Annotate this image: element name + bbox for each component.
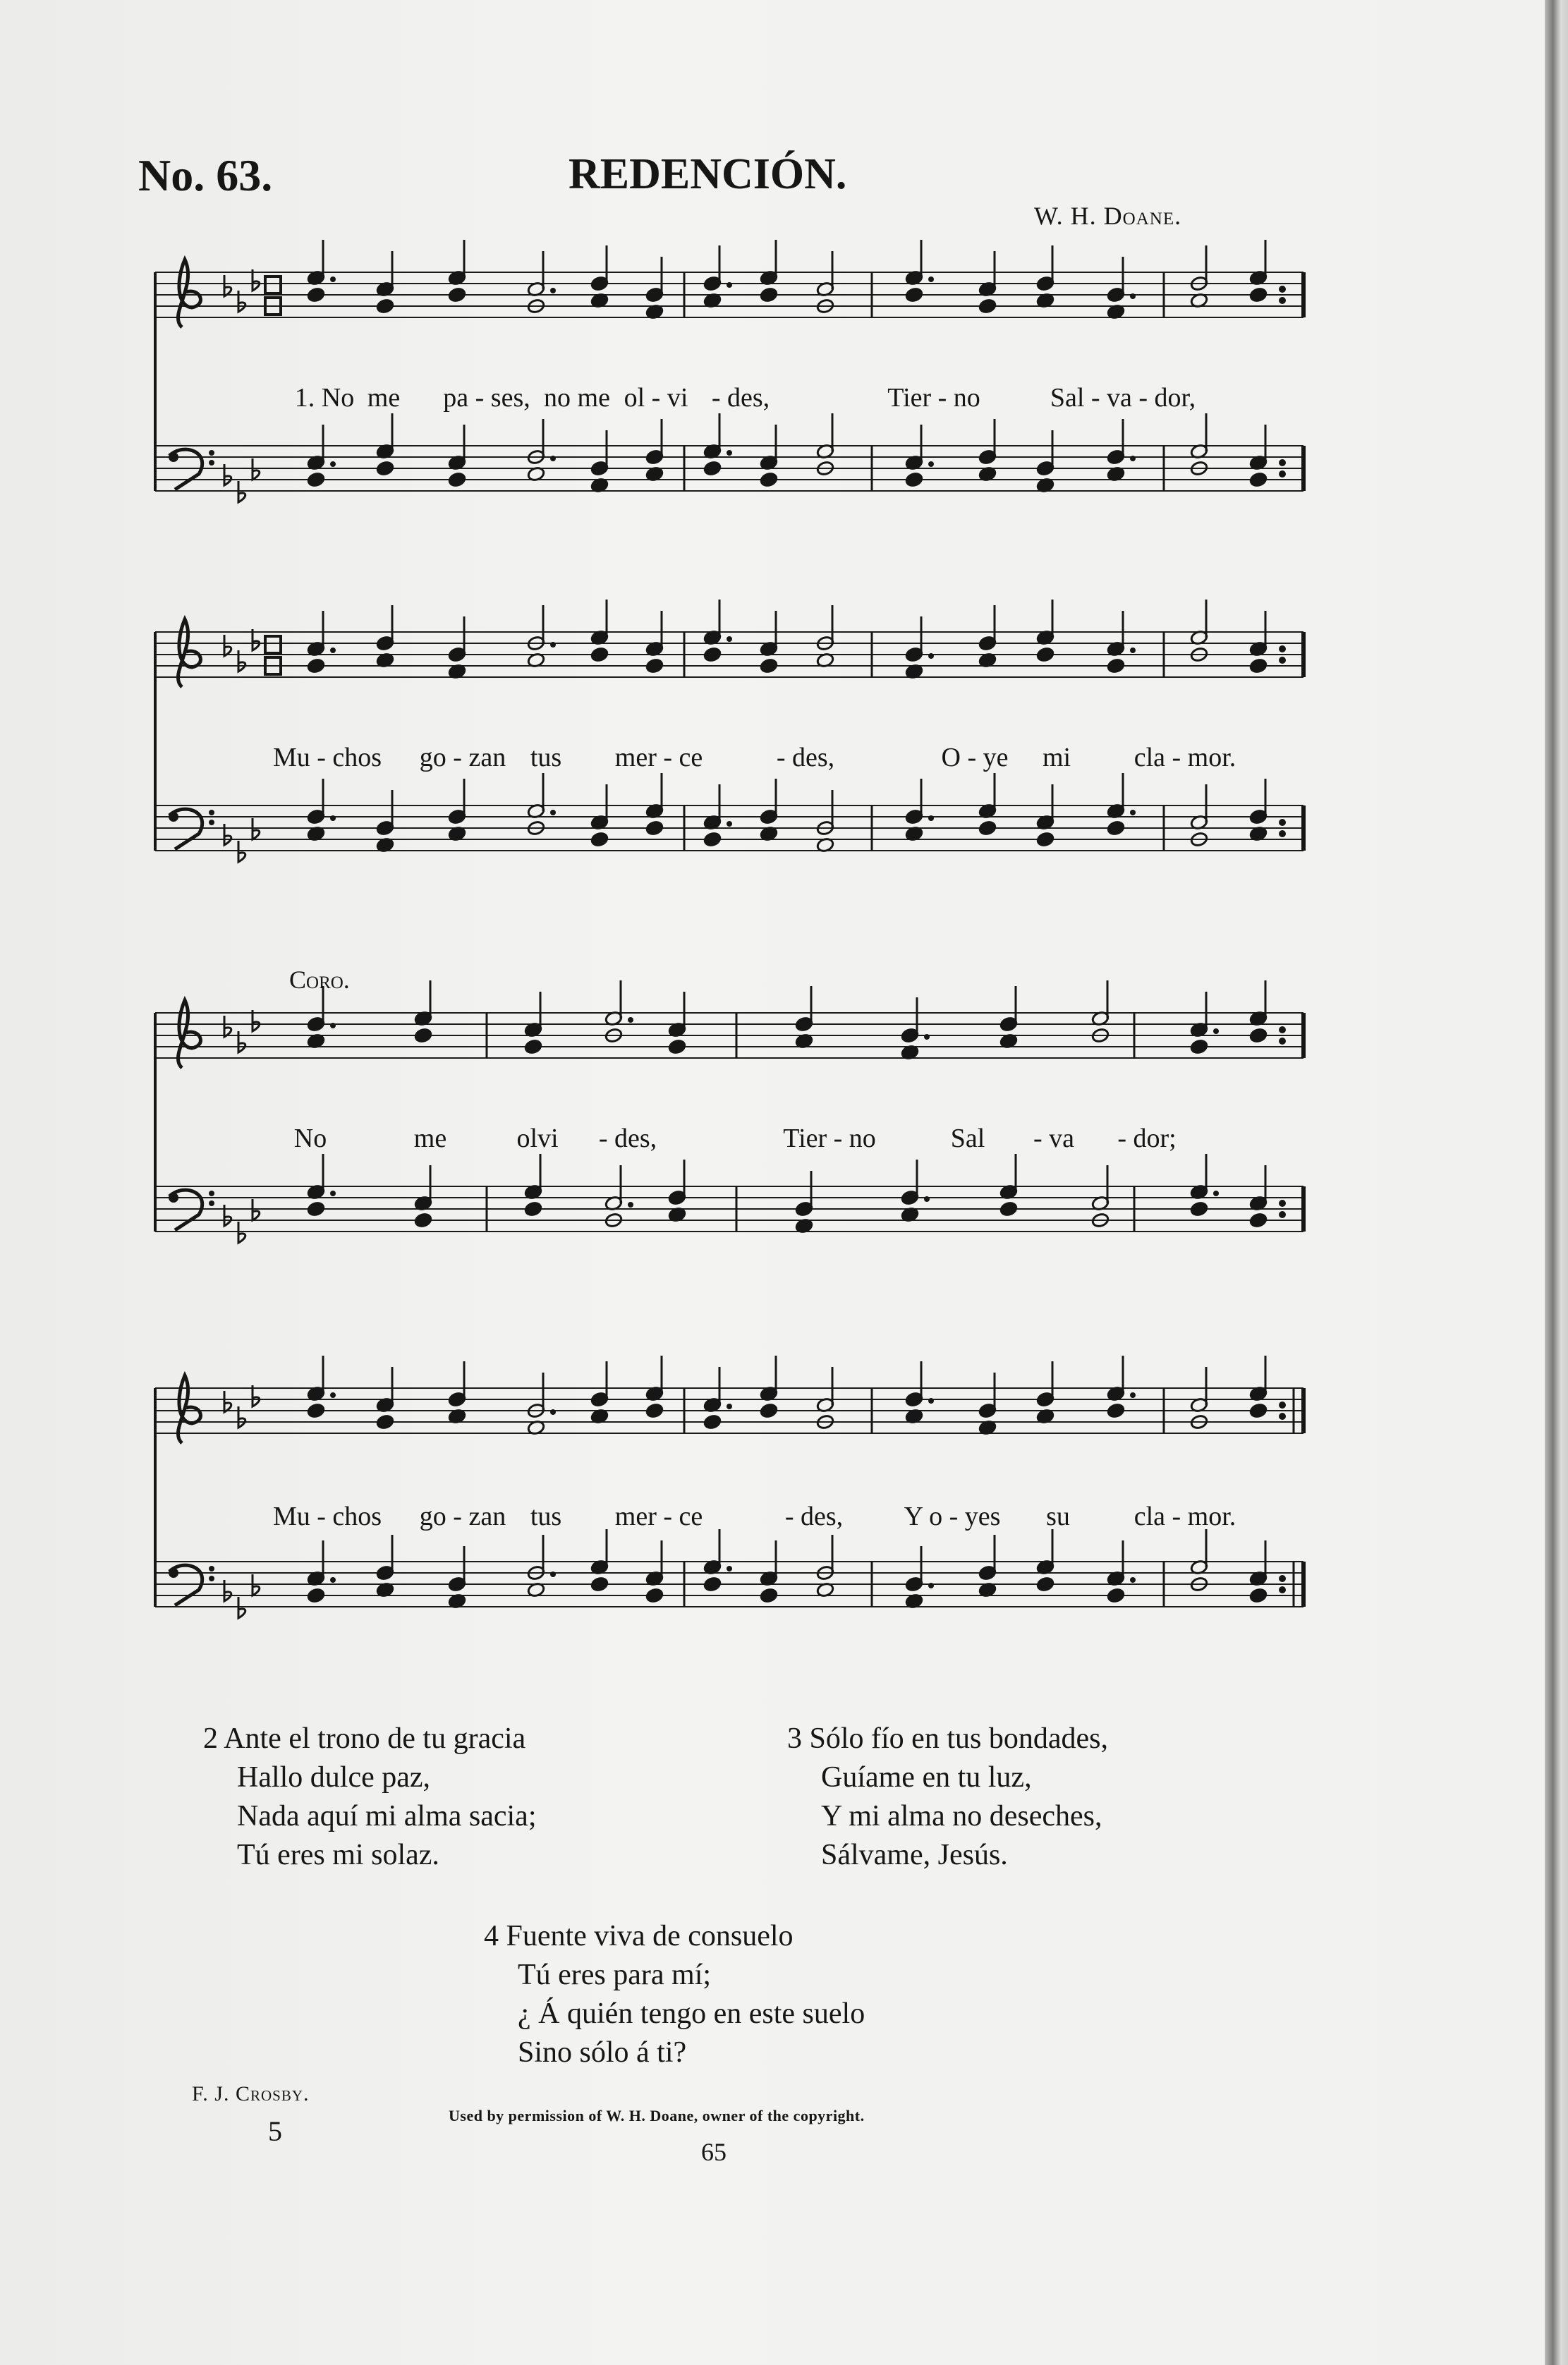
signature-mark: 5	[268, 2115, 282, 2147]
notehead	[668, 1039, 686, 1055]
dot	[550, 288, 556, 293]
lyric-syllable: cla - mor.	[1134, 1502, 1236, 1531]
bass-clef-dot	[209, 1200, 214, 1206]
notehead	[703, 461, 722, 477]
lyric-syllable: go - zan	[419, 1502, 506, 1531]
dot	[1130, 648, 1136, 653]
notehead	[307, 1588, 325, 1604]
lyric-syllable: mer - ce	[614, 1502, 703, 1531]
flat-icon	[224, 464, 231, 485]
notehead	[307, 1403, 325, 1419]
stanza-line: Hallo dulce paz,	[237, 1761, 431, 1794]
copyright-notice: Used by permission of W. H. Doane, owner of the copyright.	[449, 2107, 865, 2124]
notehead	[1249, 1403, 1268, 1419]
repeat-dot	[1279, 470, 1286, 478]
flat-icon	[238, 1406, 245, 1428]
notehead	[1036, 832, 1055, 848]
dot	[550, 1409, 556, 1415]
dot	[1130, 456, 1136, 461]
notehead	[978, 298, 997, 315]
lyric-syllable: mer - ce	[614, 743, 703, 772]
dot	[1130, 1577, 1136, 1583]
notehead	[1249, 658, 1268, 674]
chorus-label: Coro.	[289, 966, 350, 994]
notehead	[703, 1576, 722, 1593]
time-signature-icon	[265, 276, 281, 293]
stanza-line: Y mi alma no deseches,	[821, 1800, 1102, 1832]
notehead	[590, 647, 609, 663]
dot	[330, 1023, 336, 1028]
lyric-syllable: - va	[1033, 1124, 1075, 1153]
notehead	[703, 1414, 722, 1430]
repeat-dot	[1279, 1575, 1286, 1582]
repeat-dot	[1279, 830, 1286, 837]
repeat-dot	[1279, 1038, 1286, 1045]
page-number: 65	[701, 2138, 727, 2166]
notehead	[1249, 472, 1268, 488]
lyric-syllable: - des,	[784, 1502, 844, 1531]
dot	[1130, 1392, 1136, 1398]
lyric-syllable: tus	[530, 743, 562, 772]
bass-clef-dot	[209, 1566, 214, 1571]
dot	[928, 461, 934, 467]
lyric-syllable: go - zan	[419, 743, 506, 772]
lyric-syllable: tus	[530, 1502, 562, 1531]
lyric-syllable: Mu - chos	[272, 1502, 382, 1531]
lyric-syllable: Tier - no	[783, 1124, 876, 1153]
stanza-line: Nada aquí mi alma sacia;	[237, 1800, 537, 1832]
repeat-dot	[1279, 819, 1286, 826]
flat-icon	[238, 1031, 245, 1052]
repeat-dot	[1279, 459, 1286, 466]
flat-icon	[224, 824, 231, 845]
lyric-syllable: 1. No	[294, 383, 355, 413]
dot	[330, 815, 336, 821]
notehead	[1036, 1576, 1055, 1593]
notehead	[760, 1588, 778, 1604]
bass-clef-dot	[169, 1568, 178, 1578]
lyric-syllable: no me	[544, 383, 610, 413]
repeat-dot	[1279, 1200, 1286, 1207]
flat-icon	[224, 1580, 231, 1601]
notehead	[590, 1576, 609, 1593]
composer-credit: W. H. Doane.	[1034, 202, 1182, 230]
repeat-dot	[1279, 657, 1286, 664]
flat-icon	[238, 650, 245, 671]
notehead	[905, 287, 923, 303]
dot	[1213, 1191, 1219, 1196]
dot	[330, 1392, 336, 1398]
stanza-line: Sino sólo á ti?	[518, 2036, 687, 2069]
lyricist-credit: F. J. Crosby.	[192, 2082, 310, 2105]
stanza-line: 4 Fuente viva de consuelo	[484, 1920, 794, 1952]
lyric-syllable: Mu - chos	[272, 743, 382, 772]
notehead	[760, 1403, 778, 1419]
dot	[550, 642, 556, 648]
lyric-syllable: - des,	[711, 383, 770, 413]
dot	[330, 276, 336, 282]
hymn-title: REDENCIÓN.	[569, 150, 847, 198]
lyric-syllable: Sal	[950, 1124, 985, 1153]
notehead	[1107, 1588, 1125, 1604]
notehead	[1107, 820, 1125, 837]
repeat-dot	[1279, 1402, 1286, 1409]
dot	[727, 1566, 732, 1571]
notehead	[414, 1212, 432, 1229]
dot	[330, 461, 336, 467]
lyric-syllable: Y o - yes	[904, 1502, 1001, 1531]
repeat-dot	[1279, 645, 1286, 652]
repeat-dot	[1279, 1586, 1286, 1593]
notehead	[448, 287, 466, 303]
lyric-syllable: ol - vi	[624, 383, 688, 413]
notehead	[1249, 1028, 1268, 1044]
dot	[330, 648, 336, 653]
stanza-line: Tú eres mi solaz.	[237, 1839, 439, 1871]
lyric-syllable: Sal - va - dor,	[1050, 383, 1196, 413]
notehead	[1190, 1201, 1208, 1217]
bass-clef-dot	[209, 1191, 214, 1196]
notehead	[1036, 647, 1055, 663]
time-signature-icon	[265, 636, 281, 653]
stanza-4	[484, 1917, 865, 2072]
notehead	[760, 287, 778, 303]
lyric-syllable: mi	[1042, 743, 1071, 772]
notehead	[645, 1588, 664, 1604]
lyric-syllable: su	[1046, 1502, 1070, 1531]
lyric-syllable: Tier - no	[887, 383, 980, 413]
dot	[330, 1577, 336, 1583]
notehead	[905, 472, 923, 488]
notehead	[760, 658, 778, 674]
bass-clef-dot	[169, 1193, 178, 1203]
notehead	[307, 287, 325, 303]
dot	[1130, 810, 1136, 815]
dot	[928, 1583, 934, 1588]
lyric-syllable: pa - ses,	[443, 383, 530, 413]
dot	[928, 276, 934, 282]
dot	[928, 653, 934, 659]
notehead	[448, 472, 466, 488]
lyric-syllable: No	[293, 1124, 327, 1153]
dot	[628, 1017, 633, 1023]
repeat-dot	[1279, 286, 1286, 293]
lyric-syllable: O - ye	[941, 743, 1009, 772]
bass-clef-dot	[169, 812, 178, 822]
dot	[550, 456, 556, 461]
notehead	[703, 647, 722, 663]
notehead	[1107, 658, 1125, 674]
dot	[924, 1034, 930, 1040]
notehead	[1249, 1212, 1268, 1229]
stanza-line: Guíame en tu luz,	[821, 1761, 1032, 1794]
notehead	[703, 832, 722, 848]
notehead	[307, 472, 325, 488]
dot	[928, 815, 934, 821]
lyric-syllable: me	[367, 383, 401, 413]
stanza-line: 2 Ante el trono de tu gracia	[203, 1722, 526, 1755]
notehead	[645, 1403, 664, 1419]
bass-clef-dot	[209, 450, 214, 456]
notehead	[760, 472, 778, 488]
bass-clef-dot	[209, 820, 214, 825]
notehead	[590, 832, 609, 848]
flat-icon	[224, 635, 231, 656]
hymn-number: No. 63.	[138, 150, 273, 200]
repeat-dot	[1279, 1413, 1286, 1420]
notehead	[1107, 1403, 1125, 1419]
notehead	[978, 820, 997, 837]
notehead	[645, 820, 664, 837]
dot	[550, 810, 556, 815]
dot	[330, 1191, 336, 1196]
dot	[924, 1196, 930, 1202]
notehead	[1249, 287, 1268, 303]
lyric-syllable: cla - mor.	[1134, 743, 1236, 772]
lyric-syllable: - des,	[598, 1124, 657, 1153]
stanza-3	[787, 1720, 1108, 1875]
dot	[727, 1404, 732, 1409]
notehead	[307, 1201, 325, 1217]
stanza-line: ¿ Á quién tengo en este suelo	[518, 1998, 865, 2030]
bass-clef-dot	[209, 810, 214, 815]
flat-icon	[224, 1205, 231, 1226]
notehead	[307, 658, 325, 674]
lyric-syllable: - dor;	[1117, 1124, 1177, 1153]
dot	[727, 636, 732, 642]
dot	[628, 1202, 633, 1208]
stanza-line: 3 Sólo fío en tus bondades,	[787, 1722, 1108, 1755]
stanza-2	[203, 1720, 537, 1875]
lyric-syllable: olvi	[516, 1124, 559, 1153]
notehead	[1190, 1039, 1208, 1055]
notehead	[645, 658, 664, 674]
notehead	[1249, 1588, 1268, 1604]
bass-clef-dot	[209, 460, 214, 466]
dot	[928, 1398, 934, 1404]
notehead	[376, 461, 394, 477]
flat-icon	[224, 275, 231, 296]
repeat-dot	[1279, 297, 1286, 304]
notehead	[524, 1039, 542, 1055]
bass-clef-dot	[169, 452, 178, 462]
repeat-dot	[1279, 1211, 1286, 1218]
stanza-line: Tú eres para mí;	[518, 1959, 712, 1991]
bass-clef-dot	[209, 1576, 214, 1581]
stanza-line: Sálvame, Jesús.	[821, 1839, 1008, 1871]
repeat-dot	[1279, 1026, 1286, 1033]
dot	[550, 1571, 556, 1577]
notehead	[376, 298, 394, 315]
flat-icon	[238, 291, 245, 312]
dot	[1130, 293, 1136, 299]
notehead	[524, 1201, 542, 1217]
dot	[727, 282, 732, 288]
dot	[727, 821, 732, 827]
notehead	[376, 1414, 394, 1430]
lyric-syllable: me	[413, 1124, 447, 1153]
dot	[1213, 1028, 1219, 1034]
notehead	[414, 1028, 432, 1044]
lyric-syllable: - des,	[776, 743, 835, 772]
flat-icon	[224, 1016, 231, 1037]
notehead	[999, 1201, 1018, 1217]
flat-icon	[224, 1391, 231, 1412]
dot	[727, 450, 732, 456]
